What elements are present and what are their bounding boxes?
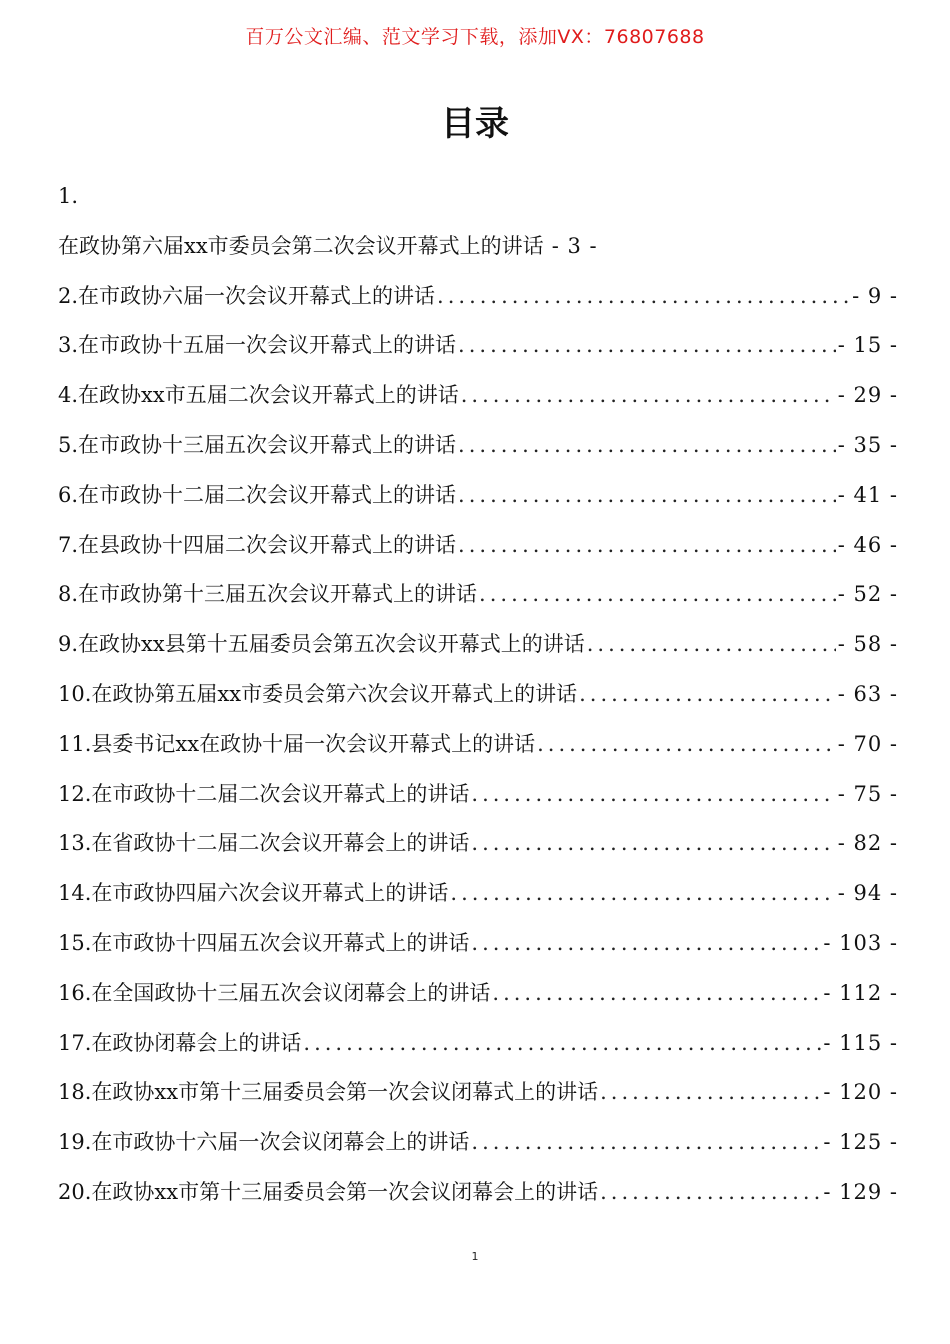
toc-leader-dots — [492, 973, 821, 1013]
toc-entry[interactable] — [58, 724, 898, 774]
toc-leader-dots — [600, 1072, 821, 1112]
toc-entry-title: 2.在市政协六届一次会议开幕式上的讲话 — [58, 283, 436, 308]
toc-leader-dots — [303, 1023, 821, 1063]
toc-entry-page: - 70 - — [837, 731, 898, 756]
toc-leader-dots — [458, 475, 836, 515]
toc-entry-page: - 129 - — [823, 1179, 898, 1204]
toc-leader-dots — [437, 276, 850, 316]
toc-entry-title: 12.在市政协十二届二次会议开幕式上的讲话 — [58, 781, 470, 806]
toc-entry-page: - 9 - — [852, 283, 898, 308]
toc-entry[interactable] — [58, 475, 898, 525]
toc-entry-page: - 3 - — [551, 233, 598, 258]
toc-entry-title: 5.在市政协十三届五次会议开幕式上的讲话 — [58, 432, 457, 457]
toc-entry[interactable] — [58, 674, 898, 724]
toc-entry[interactable] — [58, 1023, 898, 1073]
toc-leader-dots — [458, 425, 836, 465]
toc-entry[interactable] — [58, 176, 898, 226]
toc-entry-page: - 125 - — [823, 1130, 898, 1155]
toc-leader-dots — [471, 774, 835, 814]
toc-leader-dots — [458, 525, 836, 565]
toc-entry-title: 15.在市政协十四届五次会议开幕式上的讲话 — [58, 930, 470, 955]
toc-entry-title: 13.在省政协十二届二次会议开幕会上的讲话 — [58, 831, 470, 856]
toc-entry[interactable] — [58, 226, 898, 276]
toc-leader-dots — [471, 823, 835, 863]
toc-entry-page: - 46 - — [837, 532, 898, 557]
toc-entry-page: - 58 - — [837, 632, 898, 657]
toc-entry-title: 4.在政协xx市五届二次会议开幕式上的讲话 — [58, 383, 459, 408]
watermark-header: 百万公文汇编、范文学习下载，添加VX：76807688 — [245, 26, 705, 48]
toc-entry-page: - 35 - — [837, 432, 898, 457]
toc-entry[interactable] — [58, 823, 898, 873]
toc-leader-dots — [587, 624, 836, 664]
toc-entry[interactable] — [58, 624, 898, 674]
toc-entry-page: - 41 - — [837, 482, 898, 507]
toc-entry-title: 11.县委书记xx在政协十届一次会议开幕式上的讲话 — [58, 731, 536, 756]
toc-entry-page: - 75 - — [837, 781, 898, 806]
toc-entry-title: 6.在市政协十二届二次会议开幕式上的讲话 — [58, 482, 457, 507]
page-number: 1 — [471, 1250, 479, 1263]
toc-entry-title: 17.在政协闭幕会上的讲话 — [58, 1030, 302, 1055]
toc-entry-page: - 94 - — [837, 881, 898, 906]
toc-leader-dots — [537, 724, 836, 764]
toc-entry-title: 3.在市政协十五届一次会议开幕式上的讲话 — [58, 333, 457, 358]
toc-entry[interactable] — [58, 375, 898, 425]
toc-entry-title: 19.在市政协十六届一次会议闭幕会上的讲话 — [58, 1130, 470, 1155]
toc-entry-page: - 29 - — [837, 383, 898, 408]
toc-entry-page: - 52 - — [837, 582, 898, 607]
toc-leader-dots — [600, 1172, 821, 1212]
toc-entry[interactable] — [58, 325, 898, 375]
toc-entry[interactable] — [58, 1072, 898, 1122]
toc-entry-page: - 63 - — [837, 681, 898, 706]
toc-entry-page: - 103 - — [823, 930, 898, 955]
toc-entry[interactable] — [58, 923, 898, 973]
toc-leader-dots — [471, 1122, 821, 1162]
toc-entry-page: - 82 - — [837, 831, 898, 856]
toc-entry[interactable] — [58, 774, 898, 824]
toc-leader-dots — [450, 873, 835, 913]
toc-entry-page: - 120 - — [823, 1080, 898, 1105]
toc-entry-title: 14.在市政协四届六次会议开幕式上的讲话 — [58, 881, 449, 906]
table-of-contents — [58, 176, 898, 1222]
toc-entry[interactable] — [58, 425, 898, 475]
toc-entry-title: 18.在政协xx市第十三届委员会第一次会议闭幕式上的讲话 — [58, 1080, 599, 1105]
toc-leader-dots — [458, 325, 836, 365]
toc-entry-title: 7.在县政协十四届二次会议开幕式上的讲话 — [58, 532, 457, 557]
toc-entry-title: 9.在政协xx县第十五届委员会第五次会议开幕式上的讲话 — [58, 632, 585, 657]
toc-entry-title: 20.在政协xx市第十三届委员会第一次会议闭幕会上的讲话 — [58, 1179, 599, 1204]
toc-entry-page: - 115 - — [823, 1030, 898, 1055]
toc-leader-dots — [579, 674, 836, 714]
toc-entry[interactable] — [58, 574, 898, 624]
toc-entry[interactable] — [58, 525, 898, 575]
toc-leader-dots — [461, 375, 836, 415]
toc-entry[interactable] — [58, 276, 898, 326]
toc-entry[interactable] — [58, 1172, 898, 1222]
toc-entry-title: 在政协第六届xx市委员会第二次会议开幕式上的讲话 — [58, 233, 544, 258]
toc-entry-title: 10.在政协第五届xx市委员会第六次会议开幕式上的讲话 — [58, 681, 578, 706]
page-title: 目录 — [441, 104, 509, 144]
toc-entry-title: 1. — [58, 184, 79, 208]
toc-entry-page: - 15 - — [837, 333, 898, 358]
toc-leader-dots — [471, 923, 821, 963]
toc-entry[interactable] — [58, 973, 898, 1023]
toc-entry-page: - 112 - — [823, 980, 898, 1005]
toc-entry[interactable] — [58, 1122, 898, 1172]
toc-entry[interactable] — [58, 873, 898, 923]
toc-leader-dots — [479, 574, 836, 614]
toc-entry-title: 8.在市政协第十三届五次会议开幕式上的讲话 — [58, 582, 478, 607]
toc-entry-title: 16.在全国政协十三届五次会议闭幕会上的讲话 — [58, 980, 491, 1005]
